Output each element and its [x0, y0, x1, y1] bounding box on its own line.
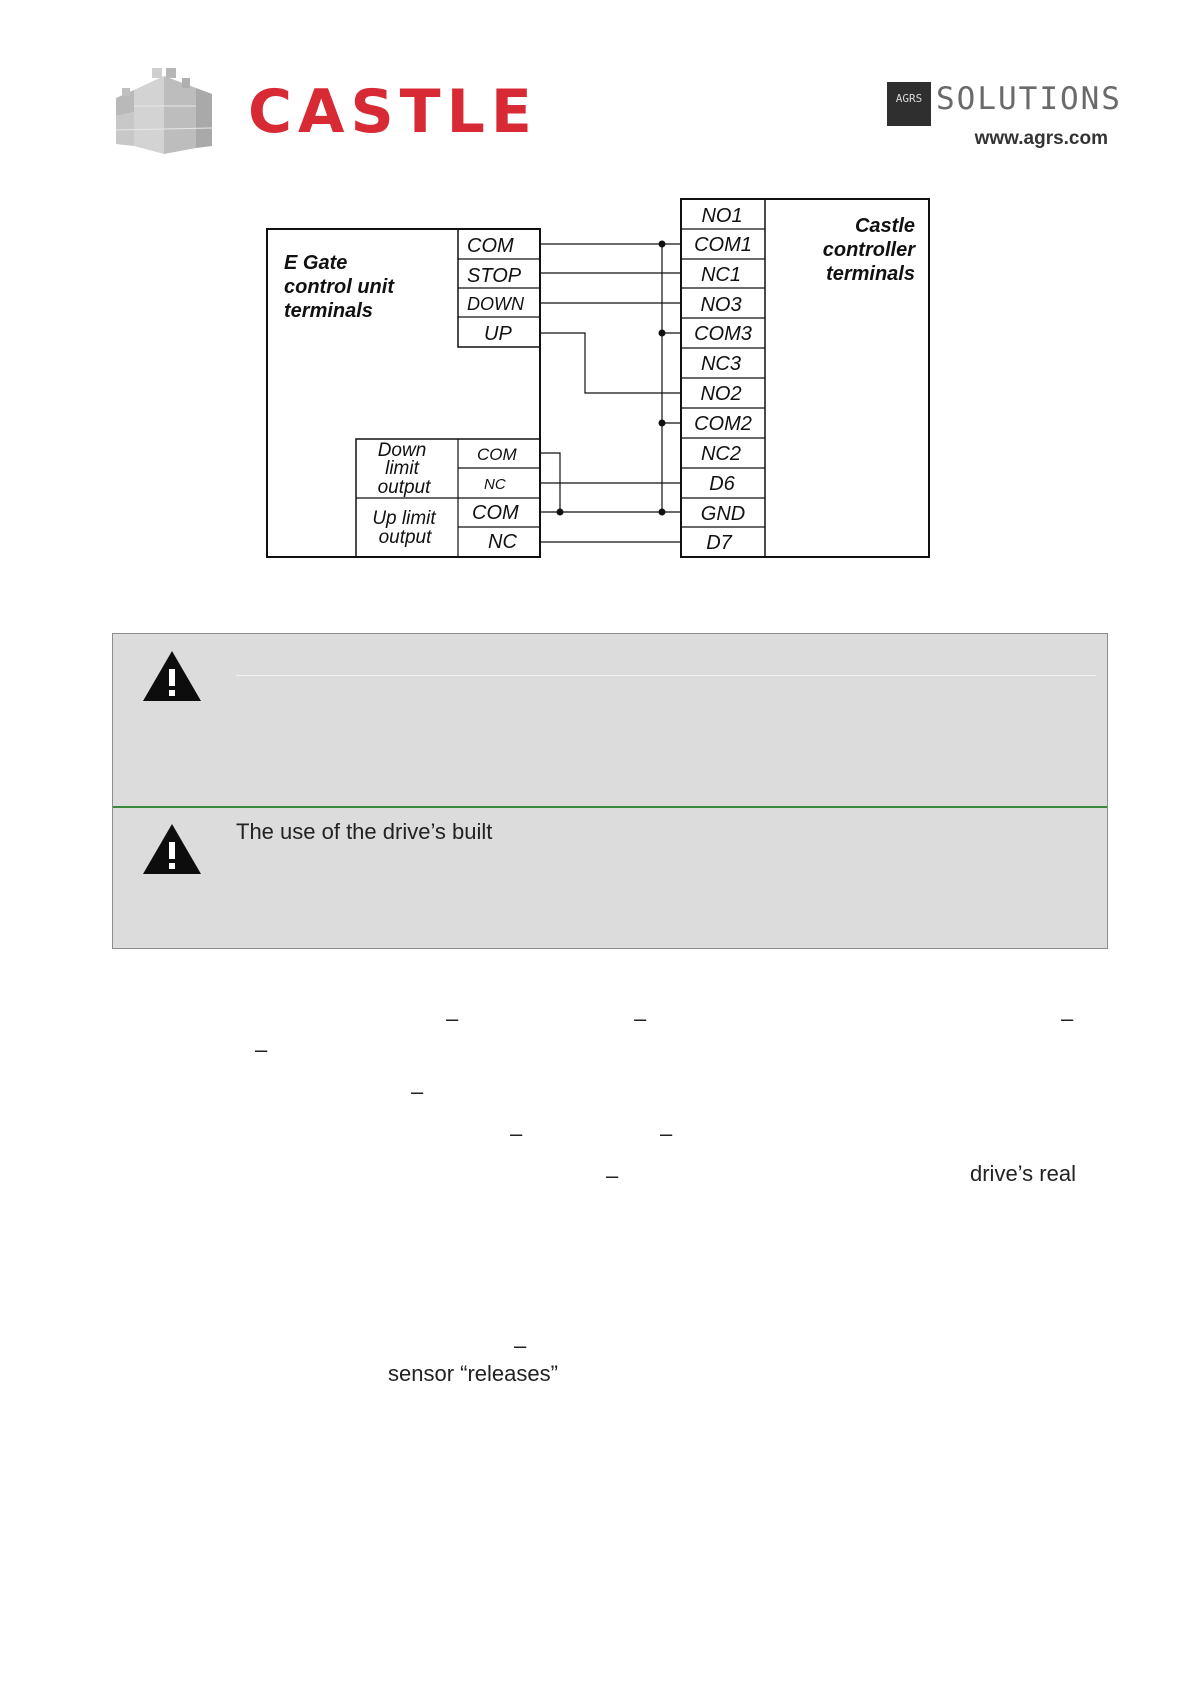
website-url: www.agrs.com — [974, 128, 1108, 149]
down-limit-terminal: NC — [484, 476, 506, 493]
notice-divider — [113, 806, 1107, 808]
dash-fragment: – — [446, 1006, 459, 1031]
warning-triangle-icon — [141, 649, 203, 703]
right-terminal-label: COM3 — [694, 323, 752, 345]
junction-dot — [557, 509, 564, 516]
dash-fragment: – — [606, 1163, 619, 1188]
dash-fragment: – — [514, 1333, 527, 1358]
right-terminal-label: COM1 — [694, 234, 752, 256]
junction-dot — [659, 509, 666, 516]
wire-up-no2 — [540, 333, 681, 393]
right-terminal-label: GND — [700, 503, 746, 525]
dash-fragment: – — [255, 1037, 268, 1062]
dash-fragment: – — [1061, 1006, 1074, 1031]
down-limit-label: output — [377, 477, 431, 498]
left-title-line: E Gate — [284, 252, 348, 274]
left-terminal-label: DOWN — [467, 294, 524, 314]
warning-2-text: The use of the drive’s built — [236, 819, 493, 844]
left-terminal-label: STOP — [467, 265, 522, 287]
up-limit-terminal: NC — [488, 531, 517, 553]
right-terminal-label: NO3 — [700, 294, 742, 316]
junction-dot — [659, 330, 666, 337]
right-terminal-label: NC2 — [700, 443, 742, 465]
left-title-line: terminals — [284, 300, 373, 322]
brand-wordmark: CASTLE — [248, 77, 538, 147]
right-terminal-label: COM2 — [694, 413, 752, 435]
right-title-line: controller — [822, 239, 915, 261]
down-limit-label: Down — [377, 440, 427, 461]
right-terminal-label: NO1 — [701, 205, 743, 227]
up-limit-label: output — [378, 527, 432, 548]
right-title-line: terminals — [826, 263, 915, 285]
dash-fragment: – — [634, 1006, 647, 1031]
right-terminal-label: NC3 — [700, 353, 742, 375]
agrs-mark: AGRS — [887, 82, 931, 126]
warning-triangle-icon — [141, 822, 203, 876]
text-fragment: drive’s real — [970, 1161, 1076, 1186]
right-terminal-label: D6 — [709, 473, 735, 495]
up-limit-label: Up limit — [372, 508, 436, 529]
up-limit-terminal: COM — [472, 502, 519, 524]
left-terminal-label: UP — [484, 323, 512, 345]
warning-notice-panel — [112, 633, 1108, 949]
junction-dot — [659, 241, 666, 248]
right-terminal-label: D7 — [706, 532, 732, 554]
dash-fragment: – — [510, 1121, 523, 1146]
junction-dot — [659, 420, 666, 427]
left-title-line: control unit — [284, 276, 394, 298]
text-fragment: sensor “releases” — [388, 1361, 558, 1386]
notice-rule — [236, 675, 1096, 676]
dash-fragment: – — [660, 1121, 673, 1146]
partner-wordmark: SOLUTIONS — [936, 81, 1122, 117]
right-title-line: Castle — [854, 215, 915, 237]
left-terminal-label: COM — [467, 235, 514, 257]
right-terminal-label: NC1 — [700, 264, 742, 286]
down-limit-label: limit — [385, 458, 419, 479]
right-terminal-label: NO2 — [700, 383, 742, 405]
down-limit-terminal: COM — [477, 445, 517, 464]
dash-fragment: – — [411, 1079, 424, 1104]
wiring-diagram — [0, 0, 1191, 620]
